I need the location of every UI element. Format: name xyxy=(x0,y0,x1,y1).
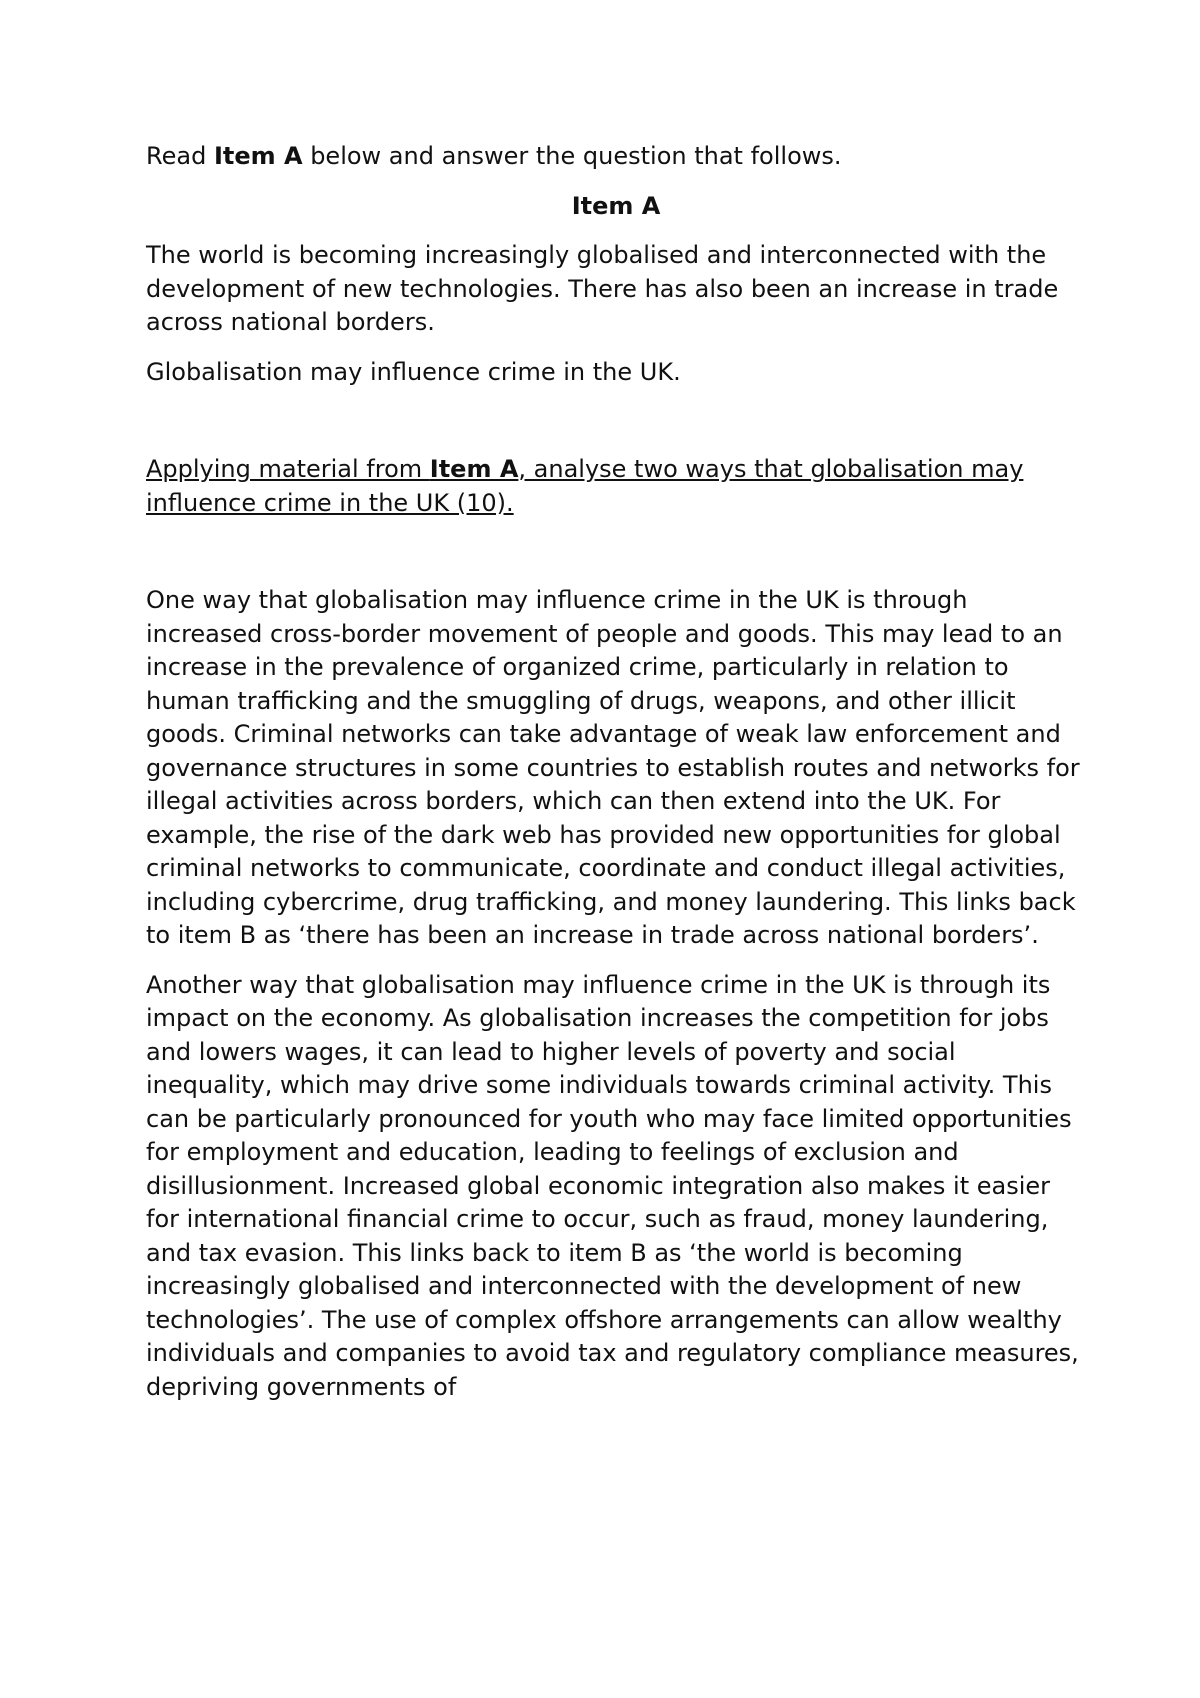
question-post: , analyse two ways that globalisation may influence crime in the UK (10). xyxy=(146,455,1024,517)
document-page xyxy=(146,140,1086,1420)
instruction-line xyxy=(146,140,1086,174)
instruction-pre: Read xyxy=(146,142,214,170)
instruction-bold: Item A xyxy=(213,142,303,170)
instruction-post: below and answer the question that follows. xyxy=(302,142,842,170)
question-pre: Applying material from xyxy=(146,455,430,483)
question-bold: Item A xyxy=(429,455,519,483)
question-line xyxy=(146,453,1086,520)
answer-paragraph-1: One way that globalisation may influence crime in the UK is through increased cross-border movement of people and goods. This may lead to an increase in the prevalence of organized crime, particularly in relation to human trafficking and the smuggling of drugs, weapons, and other illicit goods. Criminal networks can take advantage of weak law enforcement and governance structures in some countries to establish routes and networks for illegal activities across borders, which can then extend into the UK. For example, the rise of the dark web has provided new opportunities for global criminal networks to communicate, coordinate and conduct illegal activities, including cybercrime, drug trafficking, and money laundering. This links back to item B as ‘there has been an increase in trade across national borders’. xyxy=(146,586,1080,949)
item-text-paragraph-1: The world is becoming increasingly globalised and interconnected with the development of new technologies. There has also been an increase in trade across national borders. xyxy=(146,241,1059,336)
item-text-paragraph-2: Globalisation may influence crime in the UK. xyxy=(146,357,681,386)
answer-paragraph-2: Another way that globalisation may influence crime in the UK is through its impact on the economy. As globalisation increases the competition for jobs and lowers wages, it can lead to higher levels of poverty and social inequality, which may drive some individuals towards criminal activity. This can be particularly pronounced for youth who may face limited opportunities for employment and education, leading to feelings of exclusion and disillusionment. Increased global economic integration also makes it easier for international financial crime to occur, such as fraud, money laundering, and tax evasion. This links back to item B as ‘the world is becoming increasingly globalised and interconnected with the development of new technologies’. The use of complex offshore arrangements can allow wealthy individuals and companies to avoid tax and regulatory compliance measures, depriving governments of xyxy=(146,970,1079,1401)
item-heading-text: Item A xyxy=(571,191,661,220)
item-heading xyxy=(146,190,1086,224)
